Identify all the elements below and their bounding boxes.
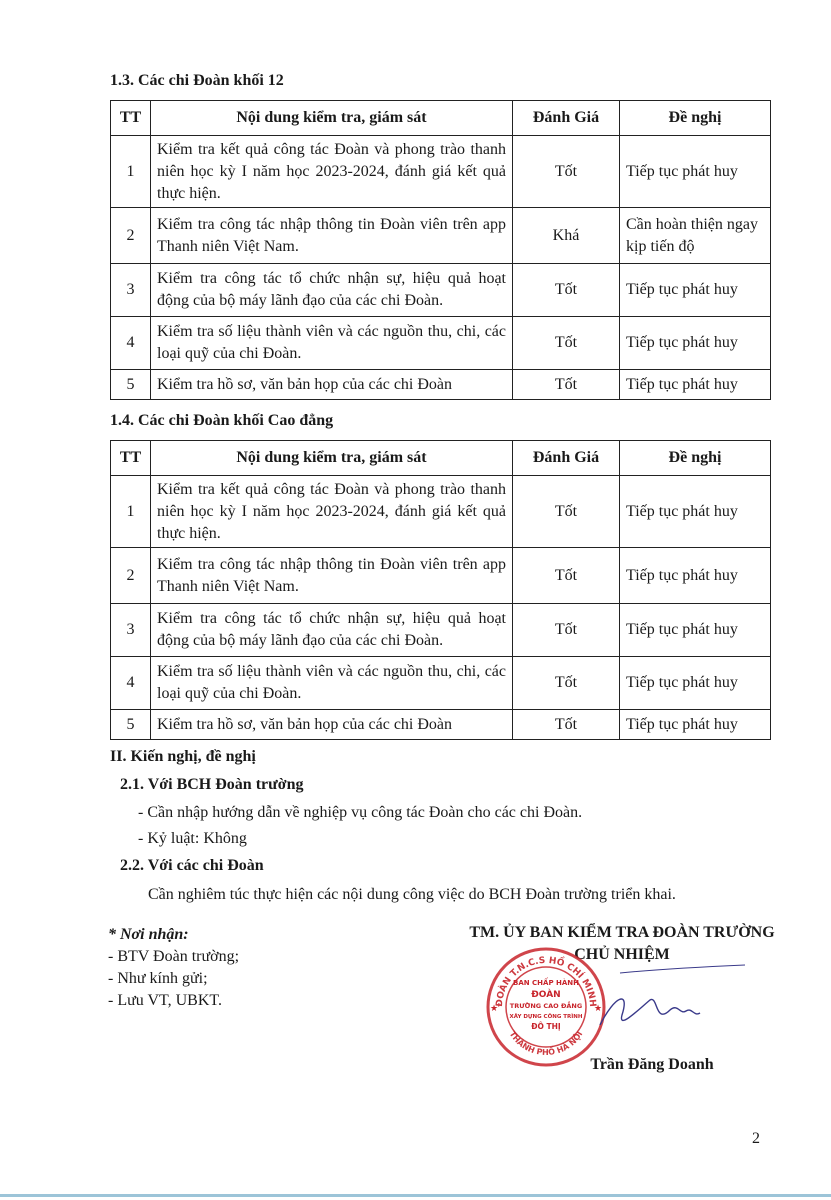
row-content: Kiểm tra công tác tổ chức nhận sự, hiệu quả hoạt động của bộ máy lãnh đạo của các chi Đoàn. (151, 264, 513, 317)
row-proposal: Tiếp tục phát huy (620, 604, 771, 657)
row-proposal: Tiếp tục phát huy (620, 476, 771, 548)
row-eval: Tốt (513, 710, 620, 740)
row-proposal: Tiếp tục phát huy (620, 370, 771, 400)
row-content: Kiểm tra hồ sơ, văn bản họp của các chi Đoàn (151, 710, 513, 740)
row-tt: 2 (111, 548, 151, 604)
row-proposal: Cần hoàn thiện ngay kịp tiến độ (620, 208, 771, 264)
svg-text:XÂY DỰNG CÔNG TRÌNH: XÂY DỰNG CÔNG TRÌNH (509, 1014, 583, 1020)
table-row (111, 264, 771, 317)
section-2-heading: II. Kiến nghị, đề nghị (110, 748, 256, 765)
section-22-heading: 2.2. Với các chi Đoàn (120, 857, 264, 874)
row-proposal: Tiếp tục phát huy (620, 657, 771, 710)
row-content: Kiểm tra số liệu thành viên và các nguồn thu, chi, các loại quỹ của chi Đoàn. (151, 657, 513, 710)
svg-text:ĐOÀN T.N.C.S HỒ CHÍ MINH: ĐOÀN T.N.C.S HỒ CHÍ MINH (494, 955, 598, 1008)
table-row (111, 208, 771, 264)
section-21-item: - Cần nhập hướng dẫn về nghiệp vụ công tác Đoàn cho các chi Đoàn. (138, 804, 583, 821)
table-row (111, 548, 771, 604)
row-content: Kiểm tra công tác nhập thông tin Đoàn viên trên app Thanh niên Việt Nam. (151, 548, 513, 604)
row-eval: Khá (513, 208, 620, 264)
section-21-heading: 2.1. Với BCH Đoàn trường (120, 776, 304, 793)
row-content: Kiểm tra hồ sơ, văn bản họp của các chi Đoàn (151, 370, 513, 400)
row-eval: Tốt (513, 604, 620, 657)
page-number: 2 (752, 1130, 760, 1147)
svg-text:TRƯỜNG CAO ĐẲNG: TRƯỜNG CAO ĐẲNG (509, 1002, 583, 1010)
table-row (111, 710, 771, 740)
row-tt: 1 (111, 476, 151, 548)
header-content: Nội dung kiểm tra, giám sát (151, 101, 513, 136)
row-tt: 2 (111, 208, 151, 264)
row-tt: 1 (111, 136, 151, 208)
row-content: Kiểm tra số liệu thành viên và các nguồn thu, chi, các loại quỹ của chi Đoàn. (151, 317, 513, 370)
signature-org: TM. ỦY BAN KIỂM TRA ĐOÀN TRƯỜNG (469, 924, 775, 941)
row-tt: 5 (111, 370, 151, 400)
table-row (111, 370, 771, 400)
recipient-item: - Như kính gửi; (108, 970, 208, 987)
svg-text:★: ★ (593, 1003, 603, 1013)
header-proposal: Đề nghị (620, 101, 771, 136)
svg-text:★: ★ (489, 1003, 499, 1013)
svg-text:BAN CHẤP HÀNH: BAN CHẤP HÀNH (512, 979, 580, 987)
table-header-row (111, 101, 771, 136)
table-row (111, 657, 771, 710)
section-22-text: Cần nghiêm túc thực hiện các nội dung công việc do BCH Đoàn trường triển khai. (148, 886, 676, 903)
header-eval: Đánh Giá (513, 101, 620, 136)
row-tt: 4 (111, 317, 151, 370)
recipient-item: - BTV Đoàn trường; (108, 948, 240, 965)
row-proposal: Tiếp tục phát huy (620, 264, 771, 317)
header-eval: Đánh Giá (513, 441, 620, 476)
row-content: Kiểm tra công tác nhập thông tin Đoàn viên trên app Thanh niên Việt Nam. (151, 208, 513, 264)
handwritten-signature (560, 955, 760, 1045)
row-content: Kiểm tra kết quả công tác Đoàn và phong trào thanh niên học kỳ I năm học 2023-2024, đánh giá kết quả thực hiện. (151, 476, 513, 548)
row-eval: Tốt (513, 657, 620, 710)
svg-text:THÀNH PHỐ HÀ NỘI: THÀNH PHỐ HÀ NỘI (507, 1029, 585, 1058)
header-tt: TT (111, 441, 151, 476)
row-proposal: Tiếp tục phát huy (620, 710, 771, 740)
section-14-table (110, 440, 771, 740)
section-21-item: - Kỷ luật: Không (138, 830, 247, 847)
table-header-row (111, 441, 771, 476)
header-tt: TT (111, 101, 151, 136)
section-13-heading: 1.3. Các chi Đoàn khối 12 (110, 72, 284, 89)
recipients-label: * Nơi nhận: (108, 926, 189, 943)
row-tt: 4 (111, 657, 151, 710)
header-proposal: Đề nghị (620, 441, 771, 476)
bottom-edge-line (0, 1194, 831, 1197)
header-content: Nội dung kiểm tra, giám sát (151, 441, 513, 476)
row-proposal: Tiếp tục phát huy (620, 136, 771, 208)
row-eval: Tốt (513, 264, 620, 317)
table-row (111, 136, 771, 208)
row-tt: 3 (111, 264, 151, 317)
row-content: Kiểm tra kết quả công tác Đoàn và phong trào thanh niên học kỳ I năm học 2023-2024, đánh giá kết quả thực hiện. (151, 136, 513, 208)
table-row (111, 317, 771, 370)
svg-text:ĐÔ THỊ: ĐÔ THỊ (531, 1022, 561, 1031)
row-proposal: Tiếp tục phát huy (620, 317, 771, 370)
signature-title: CHỦ NHIỆM (574, 946, 670, 963)
table-row (111, 476, 771, 548)
section-13-table (110, 100, 771, 400)
row-tt: 5 (111, 710, 151, 740)
row-eval: Tốt (513, 136, 620, 208)
recipient-item: - Lưu VT, UBKT. (108, 992, 222, 1009)
signer-name: Trần Đăng Doanh (590, 1056, 714, 1073)
row-content: Kiểm tra công tác tổ chức nhận sự, hiệu quả hoạt động của bộ máy lãnh đạo của các chi Đoàn. (151, 604, 513, 657)
svg-text:ĐOÀN: ĐOÀN (531, 990, 561, 1000)
table-row (111, 604, 771, 657)
section-14-heading: 1.4. Các chi Đoàn khối Cao đẳng (110, 412, 334, 429)
row-tt: 3 (111, 604, 151, 657)
row-eval: Tốt (513, 548, 620, 604)
row-eval: Tốt (513, 476, 620, 548)
row-proposal: Tiếp tục phát huy (620, 548, 771, 604)
row-eval: Tốt (513, 317, 620, 370)
row-eval: Tốt (513, 370, 620, 400)
